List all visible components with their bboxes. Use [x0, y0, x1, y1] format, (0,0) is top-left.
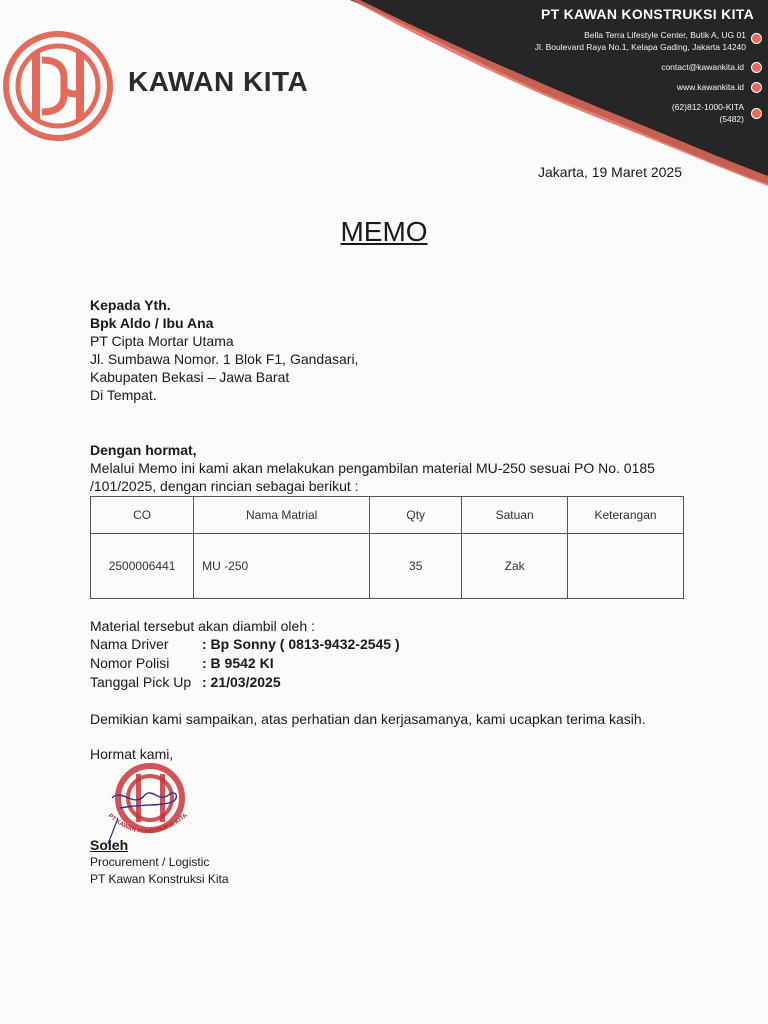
- recipient-block: [90, 296, 358, 404]
- header-keterangan: Keterangan: [568, 497, 684, 534]
- pickup-intro: Material tersebut akan diambil oleh :: [90, 618, 315, 634]
- phone-icon: [751, 108, 762, 119]
- cell-satuan: Zak: [462, 534, 568, 599]
- recipient-address-1: Jl. Sumbawa Nomor. 1 Blok F1, Gandasari,: [90, 351, 359, 367]
- pickup-date-label: Tanggal Pick Up: [90, 674, 192, 690]
- page-title: MEMO: [340, 216, 428, 247]
- plate-row: [90, 654, 315, 673]
- header-nama-matrial: Nama Matrial: [194, 497, 370, 534]
- company-name: PT KAWAN KONSTRUKSI KITA: [540, 6, 754, 22]
- memo-date: Jakarta, 19 Maret 2025: [538, 164, 682, 180]
- contact-phone-alt: (5482): [719, 114, 744, 124]
- recipient-company: PT Cipta Mortar Utama: [90, 333, 234, 349]
- driver-value: : Bp Sonny ( 0813-9432-2545 ): [202, 636, 400, 652]
- closing-text: Demikian kami sampaikan, atas perhatian dan kerjasamanya, kami ucapkan terima kasih.: [90, 711, 646, 727]
- pickup-date-value: : 21/03/2025: [202, 674, 281, 690]
- contact-email: contact@kawankita.id: [661, 62, 744, 72]
- pickup-date-row: [90, 673, 315, 692]
- cell-keterangan: [568, 534, 684, 599]
- recipient-place: Di Tempat.: [90, 387, 157, 403]
- opening-block: [90, 441, 700, 495]
- recipient-salutation: Kepada Yth.: [90, 297, 171, 313]
- address-line-1: Bella Terra Lifestyle Center, Butik A, UG 01: [584, 30, 746, 40]
- regards-text: Hormat kami,: [90, 746, 174, 762]
- recipient-address-2: Kabupaten Bekasi – Jawa Barat: [90, 369, 290, 385]
- contact-phone: (62)812-1000-KITA: [671, 102, 744, 112]
- plate-label: Nomor Polisi: [90, 655, 170, 671]
- brand-name: KAWAN KITA: [128, 66, 309, 97]
- pickup-block: [90, 617, 400, 692]
- header-co: CO: [91, 497, 194, 534]
- globe-icon: [751, 82, 762, 93]
- cell-co: 2500006441: [91, 534, 194, 599]
- address-line-2: Jl. Boulevard Raya No.1, Kelapa Gading, Jakarta 14240: [534, 42, 746, 52]
- opening-text: Melalui Memo ini kami akan melakukan pengambilan material MU-250 sesuai PO No. 0185 /101/2025, dengan rincian sebagai berikut :: [90, 460, 655, 494]
- header-qty: Qty: [370, 497, 462, 534]
- header-satuan: Satuan: [462, 497, 568, 534]
- signer-company: PT Kawan Konstruksi Kita: [90, 872, 229, 886]
- table-header-row: [91, 497, 684, 534]
- table-row: [91, 534, 684, 599]
- svg-text:PT KAWAN KONSTRUKSI KITA: PT KAWAN KONSTRUKSI KITA: [106, 812, 189, 836]
- driver-label: Nama Driver: [90, 636, 169, 652]
- kawan-kita-logo: [2, 30, 114, 142]
- material-table: [90, 496, 684, 599]
- signer-role: Procurement / Logistic: [90, 855, 210, 869]
- contact-website: www.kawankita.id: [676, 82, 744, 92]
- plate-value: : B 9542 KI: [202, 655, 274, 671]
- greeting: Dengan hormat,: [90, 442, 197, 458]
- cell-qty: 35: [370, 534, 462, 599]
- driver-row: [90, 635, 400, 654]
- cell-nama-matrial: MU -250: [194, 534, 370, 599]
- recipient-name: Bpk Aldo / Ibu Ana: [90, 315, 214, 331]
- email-icon: [751, 62, 762, 73]
- signer-name: Soleh: [90, 837, 129, 853]
- location-icon: [751, 33, 762, 44]
